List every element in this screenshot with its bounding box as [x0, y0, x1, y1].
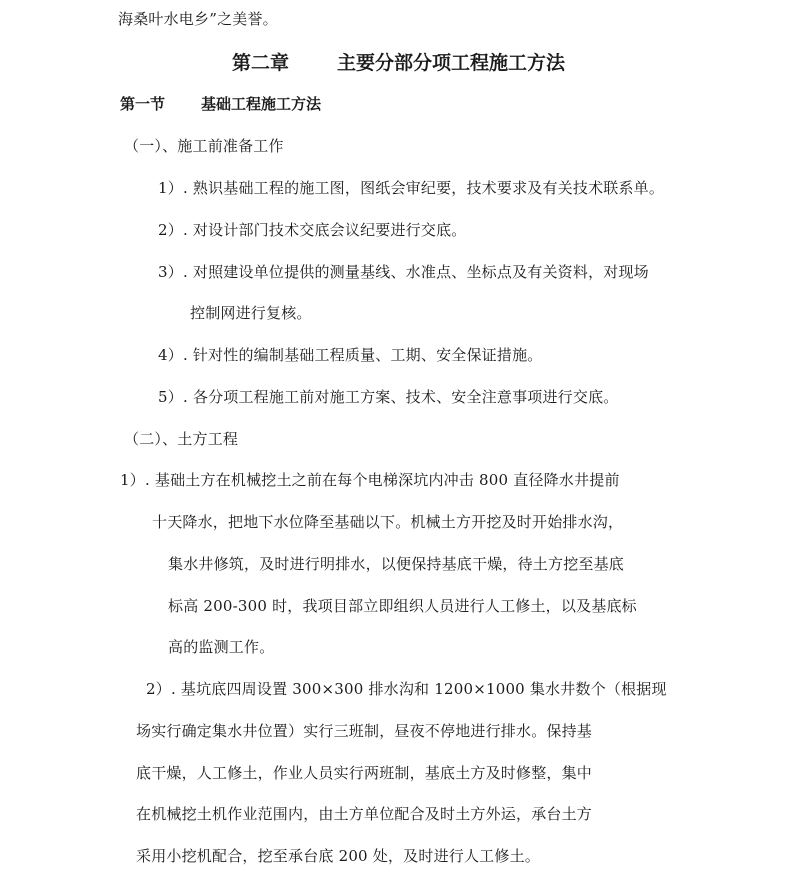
chapter-heading: [232, 50, 565, 76]
section-number: 第一节: [120, 95, 166, 113]
chapter-number: 第二章: [232, 52, 290, 74]
section-heading: [120, 94, 321, 114]
part2-item2-line-4: 在机械挖土机作业范围内，由土方单位配合及时土方外运，承台土方: [136, 805, 593, 823]
part1-item-4: 4）. 针对性的编制基础工程质量、工期、安全保证措施。: [158, 346, 543, 364]
part1-item-3-continued: 控制网进行复核。: [190, 304, 312, 322]
part2-item1-line-1: 1）. 基础土方在机械挖土之前在每个电梯深坑内冲击 800 直径降水井提前: [120, 471, 620, 489]
part1-item-3: 3）. 对照建设单位提供的测量基线、水准点、坐标点及有关资料，对现场: [158, 263, 649, 281]
chapter-title: 主要分部分项工程施工方法: [337, 52, 566, 74]
part2-item1-line-5: 高的监测工作。: [168, 638, 275, 656]
part2-item1-line-4: 标高 200-300 时，我项目部立即组织人员进行人工修土，以及基底标: [168, 597, 637, 615]
intro-tail-text: 海桑叶水电乡”之美誉。: [118, 10, 278, 28]
part1-item-5: 5）. 各分项工程施工前对施工方案、技术、安全注意事项进行交底。: [158, 388, 619, 406]
part2-item2-line-1: 2）. 基坑底四周设置 300×300 排水沟和 1200×1000 集水井数个（根据现: [146, 680, 667, 698]
part2-item1-line-2: 十天降水，把地下水位降至基础以下。机械土方开挖及时开始排水沟，: [152, 513, 624, 531]
part2-item1-line-3: 集水井修筑，及时进行明排水，以便保持基底干燥，待土方挖至基底: [168, 555, 625, 573]
part1-item-2: 2）. 对设计部门技术交底会议纪要进行交底。: [158, 221, 467, 239]
part2-item2-line-3: 底干燥，人工修土，作业人员实行两班制，基底土方及时修整，集中: [136, 764, 593, 782]
part1-item-1: 1）. 熟识基础工程的施工图，图纸会审纪要，技术要求及有关技术联系单。: [158, 179, 665, 197]
part1-heading: （一）、施工前准备工作: [124, 137, 284, 155]
part2-item2-line-2: 场实行确定集水井位置）实行三班制，昼夜不停地进行排水。保持基: [136, 722, 593, 740]
part2-heading: （二）、土方工程: [124, 430, 239, 448]
part2-item2-line-5: 采用小挖机配合，挖至承台底 200 处，及时进行人工修土。: [136, 847, 540, 865]
section-title: 基础工程施工方法: [201, 95, 322, 113]
